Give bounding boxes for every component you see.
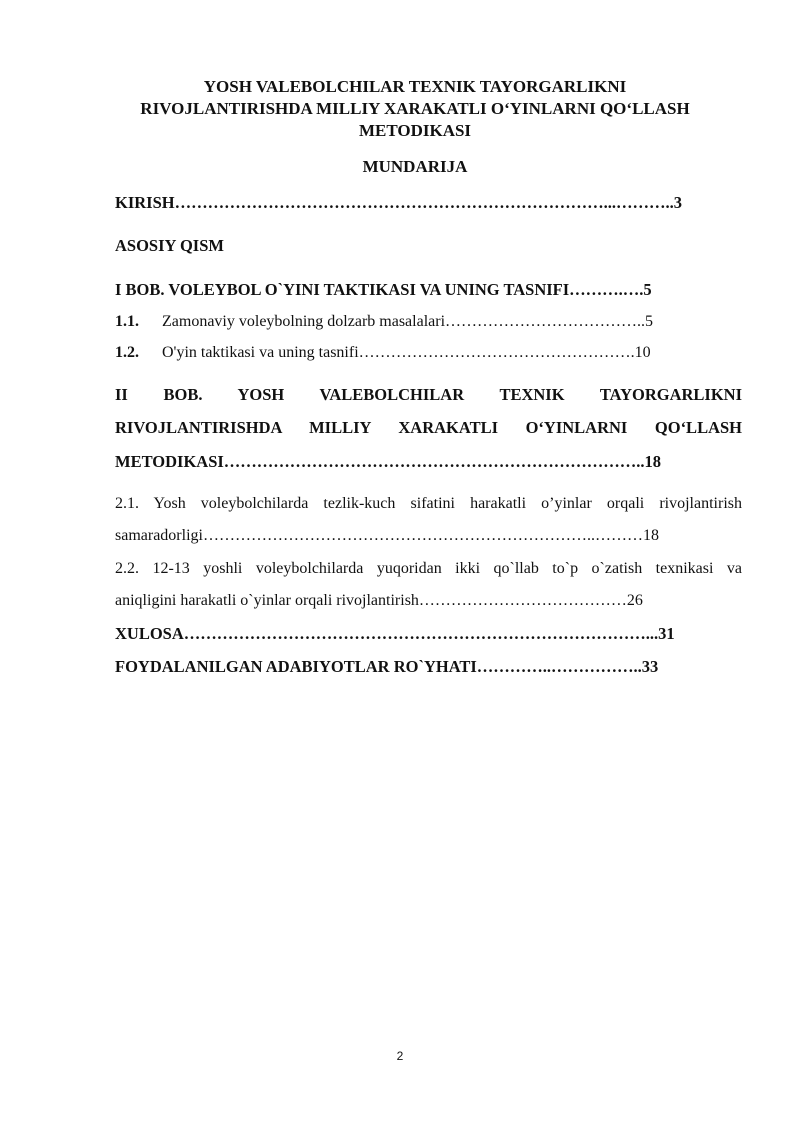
- title-line-3: METODIKASI: [358, 121, 472, 140]
- toc-entry-section-1-2: [115, 344, 651, 362]
- toc-entry-xulosa: XULOSA…………………………………………………………………………...31: [115, 624, 675, 643]
- page-number: 2: [396, 1049, 404, 1063]
- section-number: 1.1.: [115, 313, 139, 330]
- toc-entry-section-2-1-line-2: samaradorligi………………………………………………………………..………18: [115, 527, 659, 544]
- section-title: O'yin taktikasi va uning tasnifi…………………………………………….10: [162, 344, 651, 361]
- section-title: Zamonaviy voleybolning dolzarb masalalari………………………………..5: [162, 313, 654, 330]
- toc-entry-chapter-1: I BOB. VOLEYBOL O`YINI TAKTIKASI VA UNING TASNIFI……….….5: [115, 280, 652, 299]
- toc-entry-section-2-1-line-1: 2.1. Yosh voleybolchilarda tezlik-kuch sifatini harakatli o’yinlar orqali rivojlantirish: [115, 495, 742, 512]
- toc-entry-chapter-2-line-3: METODIKASI…………………………………………………………………..18: [115, 452, 662, 471]
- toc-entry-section-1-1: [115, 313, 653, 331]
- toc-entry-section-2-2-line-2: aniqligini harakatli o`yinlar orqali rivojlantirish…………………………………26: [115, 592, 643, 609]
- toc-heading: MUNDARIJA: [362, 157, 468, 176]
- toc-entry-bibliography: FOYDALANILGAN ADABIYOTLAR RO`YHATI…………..……………..33: [115, 657, 659, 676]
- toc-entry-asosiy-qism: ASOSIY QISM: [115, 236, 224, 255]
- title-line-1: YOSH VALEBOLCHILAR TEXNIK TAYORGARLIKNI: [203, 77, 627, 96]
- toc-entry-section-2-2-line-1: 2.2. 12-13 yoshli voleybolchilarda yuqoridan ikki qo`llab to`p o`zatish texnikasi va: [115, 560, 742, 577]
- title-line-2: RIVOJLANTIRISHDA MILLIY XARAKATLI O‘YINLARNI QO‘LLASH: [140, 99, 690, 118]
- document-title: [100, 76, 730, 142]
- toc-entry-chapter-2-line-1: II BOB. YOSH VALEBOLCHILAR TEXNIK TAYORGARLIKNI: [115, 385, 742, 404]
- toc-entry-kirish: KIRISH……………………………………………………………………...………..3: [115, 193, 682, 212]
- toc-entry-chapter-2-line-2: RIVOJLANTIRISHDA MILLIY XARAKATLI O‘YINLARNI QO‘LLASH: [115, 418, 742, 437]
- section-number: 1.2.: [115, 344, 139, 361]
